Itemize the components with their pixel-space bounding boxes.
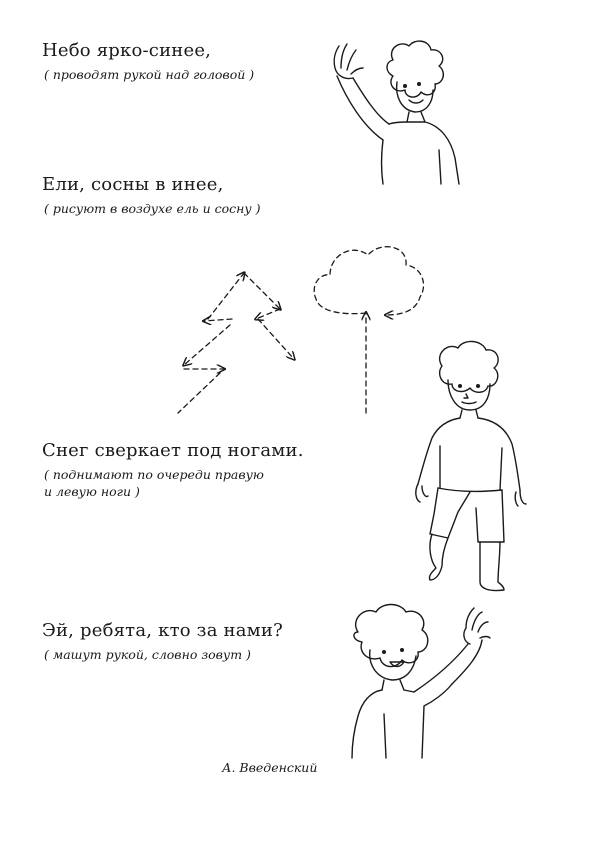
- stanza-1: [42, 40, 254, 84]
- stage-direction-1: ( проводят рукой над головой ): [44, 67, 255, 82]
- verse-line-2: Ели, сосны в инее,: [42, 174, 224, 195]
- boy-lifting-leg-icon: [408, 336, 538, 596]
- stanza-3: [42, 440, 304, 501]
- boy-raising-arm-icon: [325, 38, 475, 188]
- stage-direction-2: ( рисуют в воздухе ель и сосну ): [44, 201, 261, 216]
- stage-direction-3: ( поднимают по очереди правую и левую ноги ): [44, 467, 264, 499]
- verse-line-3: Снег сверкает под ногами.: [42, 440, 304, 461]
- stage-direction-4: ( машут рукой, словно зовут ): [44, 647, 251, 662]
- stanza-2: [42, 174, 260, 218]
- verse-line-1: Небо ярко-синее,: [42, 40, 212, 61]
- author-signature: А. Введенский: [222, 760, 318, 775]
- verse-line-4: Эй, ребята, кто за нами?: [42, 620, 283, 641]
- boy-waving-icon: [340, 598, 500, 758]
- dashed-fir-and-pine-drawing-icon: [170, 235, 440, 420]
- stanza-4: [42, 620, 283, 664]
